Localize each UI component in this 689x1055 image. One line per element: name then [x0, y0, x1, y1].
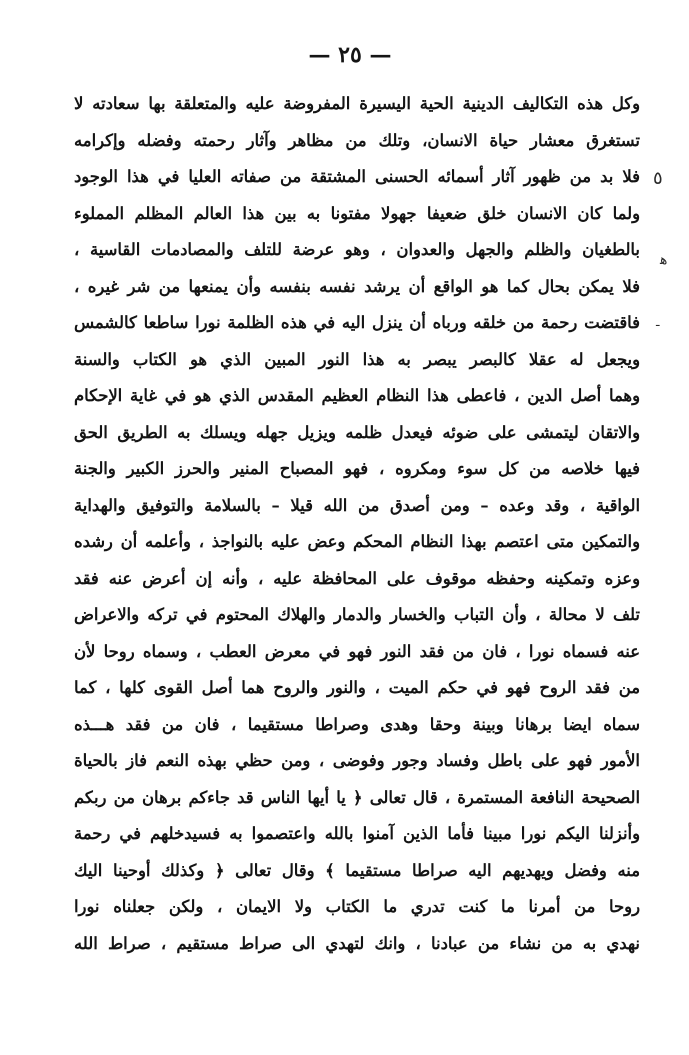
text-line: تلف لا محالة ، وأن التباب والخسار والدمار والهلاك المحتوم في تركه والاعراض: [74, 605, 640, 624]
text-line: الأمور فهو على باطل وفساد وجور وفوضى ، ومن حظي بهذه النعم فاز بالحياة: [74, 751, 640, 770]
text-line: منه وفضل ويهديهم اليه صراطا مستقيما ﴾ وقال تعالى ﴿ وكذلك أوحينا اليك: [74, 860, 640, 880]
text-line: ويجعل له عقلا كالبصر يبصر به هذا النور المبين الذي هو الكتاب والسنة: [74, 349, 640, 369]
text-line: الواقية ، وقد وعده – ومن أصدق من الله قيلا – بالسلامة والتوفيق والهداية: [74, 495, 640, 515]
margin-mark: ٥: [653, 168, 663, 189]
page-number: — ٢٥ —: [308, 42, 392, 68]
text-line: فلا بد من ظهور آثار أسمائه الحسنى المشتقة من صفاته العليا في هذا الوجود: [74, 167, 640, 186]
margin-mark: ﻫ: [660, 252, 668, 268]
text-line: تستغرق معشار حياة الانسان، وتلك من مظاهر وآثار رحمته وفضله وإكرامه: [74, 130, 640, 150]
text-line: سماه ايضا برهانا وبينة وحقا وهدى وصراطا مستقيما ، فان من فقد هـــذه: [74, 714, 640, 734]
text-line: فاقتضت رحمة من خلقه ورباه أن ينزل اليه في هذه الظلمة نورا ساطعا كالشمس: [74, 313, 640, 332]
text-line: وأنزلنا اليكم نورا مبينا فأما الذين آمنوا بالله واعتصموا به فسيدخلهم في رحمة: [74, 824, 640, 843]
text-line: والتمكين متى اعتصم بهذا النظام المحكم وعض عليه بالنواجذ ، وأعلمه أن رشده: [74, 532, 640, 551]
text-line: بالطغيان والظلم والجهل والعدوان ، وهو عرضة للتلف والمصادمات القاسية ،: [74, 240, 640, 259]
text-line: من فقد الروح فهو في حكم الميت ، والنور والروح هما أصل القوى كلها ، كما: [74, 678, 640, 697]
text-line: وهما أصل الدين ، فاعطى هذا النظام العظيم المقدس الذي هو في غاية الإحكام: [74, 386, 640, 405]
text-line: روحا من أمرنا ما كنت تدري ما الكتاب ولا الايمان ، ولكن جعلناه نورا: [74, 897, 640, 916]
text-line: والاتقان ليتمشى على ضوئه فيعدل ظلمه ويزيل جهله ويسلك به الطريق الحق: [74, 422, 640, 442]
margin-mark: ـ: [656, 315, 660, 329]
text-line: عنه فسماه نورا ، فان من فقد النور فهو في معرض العطب ، وسماه روحا لأن: [74, 641, 640, 661]
text-line: الصحيحة النافعة المستمرة ، قال تعالى ﴿ يا أيها الناس قد جاءكم برهان من ربكم: [74, 787, 640, 807]
text-line: ولما كان الانسان خلق ضعيفا جهولا مفتونا به بين هذا العالم المظلم المملوء: [74, 203, 640, 223]
text-line: وكل هذه التكاليف الدينية الحية اليسيرة المفروضة عليه والمتعلقة بها سعادته لا: [74, 94, 640, 113]
body-text: [74, 86, 640, 962]
text-line: فيها خلاصه من كل سوء ومكروه ، فهو المصباح المنير والحرز الكبير والجنة: [74, 459, 640, 478]
text-line: فلا يمكن بحال كما هو الواقع أن يرشد نفسه بنفسه وأن يمنعها من شر غيره ،: [74, 276, 640, 296]
text-line: وعزه وتمكينه وحفظه موقوف على المحافظة عليه ، وأنه إن أعرض عنه فقد: [74, 568, 640, 588]
text-line: نهدي به من نشاء من عبادنا ، وانك لتهدي الى صراط مستقيم ، صراط الله: [74, 933, 640, 953]
